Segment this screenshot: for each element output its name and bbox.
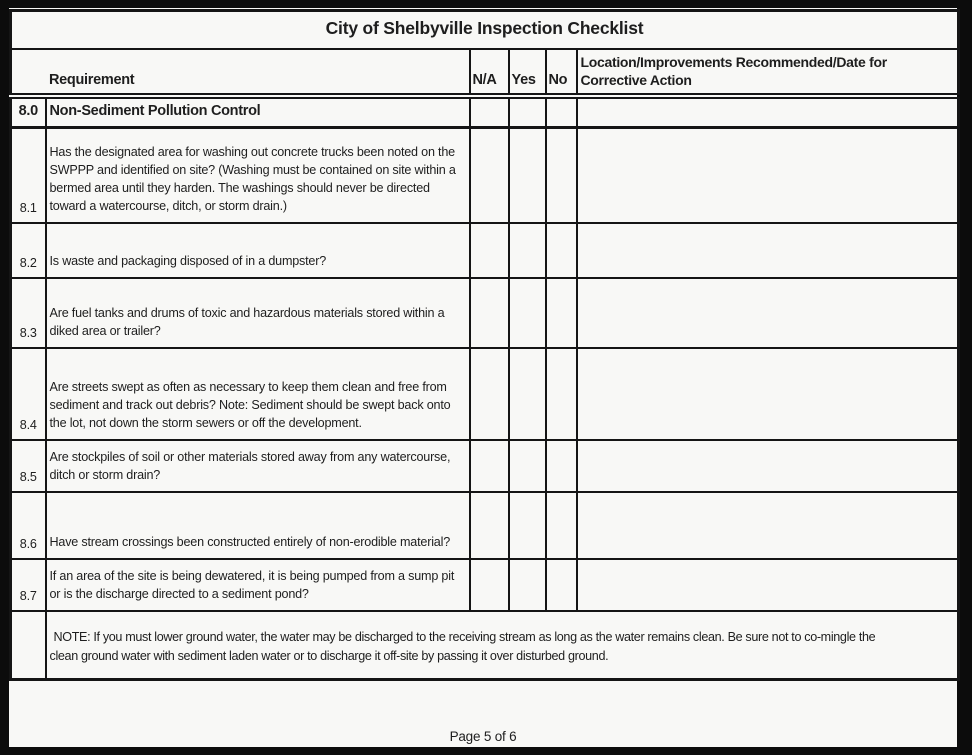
document-title: City of Shelbyville Inspection Checklist bbox=[11, 11, 959, 49]
no-checkbox-cell bbox=[546, 492, 577, 559]
row-number: 8.3 bbox=[11, 278, 46, 348]
no-checkbox-cell bbox=[546, 278, 577, 348]
row-requirement: Are stockpiles of soil or other materials stored away from any watercourse, ditch or storm drain? bbox=[46, 440, 470, 492]
row-number: 8.1 bbox=[11, 128, 46, 223]
note-number-cell bbox=[11, 611, 46, 680]
section-header-row bbox=[11, 96, 959, 128]
col-header-na: N/A bbox=[470, 49, 509, 96]
checklist-row bbox=[11, 559, 959, 611]
location-cell bbox=[577, 440, 959, 492]
no-checkbox-cell bbox=[546, 128, 577, 223]
checklist-row bbox=[11, 440, 959, 492]
yes-checkbox-cell bbox=[509, 96, 546, 128]
na-checkbox-cell bbox=[470, 278, 509, 348]
note-text-line1: NOTE: If you must lower ground water, the water may be discharged to the receiving stream as long as the water remains clean. Be sure not to co-mingle the bbox=[53, 629, 876, 644]
location-cell bbox=[577, 96, 959, 128]
no-checkbox-cell bbox=[546, 348, 577, 440]
checklist-row bbox=[11, 128, 959, 223]
checklist-row bbox=[11, 278, 959, 348]
yes-checkbox-cell bbox=[509, 440, 546, 492]
section-title: Non-Sediment Pollution Control bbox=[46, 96, 470, 128]
yes-checkbox-cell bbox=[509, 492, 546, 559]
page-number: Page 5 of 6 bbox=[449, 729, 517, 744]
na-checkbox-cell bbox=[470, 128, 509, 223]
na-checkbox-cell bbox=[470, 559, 509, 611]
na-checkbox-cell bbox=[470, 223, 509, 278]
yes-checkbox-cell bbox=[509, 348, 546, 440]
col-header-yes: Yes bbox=[509, 49, 546, 96]
scanned-page bbox=[9, 8, 957, 747]
note-cell bbox=[46, 611, 959, 680]
no-checkbox-cell bbox=[546, 440, 577, 492]
row-requirement: Are fuel tanks and drums of toxic and hazardous materials stored within a diked area or trailer? bbox=[46, 278, 470, 348]
no-checkbox-cell bbox=[546, 223, 577, 278]
na-checkbox-cell bbox=[470, 492, 509, 559]
inspection-checklist-table bbox=[9, 9, 960, 681]
checklist-row bbox=[11, 492, 959, 559]
section-number: 8.0 bbox=[11, 96, 46, 128]
no-checkbox-cell bbox=[546, 96, 577, 128]
row-number: 8.2 bbox=[11, 223, 46, 278]
row-requirement: Have stream crossings been constructed entirely of non-erodible material? bbox=[46, 492, 470, 559]
row-number: 8.4 bbox=[11, 348, 46, 440]
location-cell bbox=[577, 278, 959, 348]
column-header-row bbox=[11, 49, 959, 96]
row-number: 8.6 bbox=[11, 492, 46, 559]
location-cell bbox=[577, 128, 959, 223]
title-row bbox=[11, 11, 959, 49]
row-number: 8.5 bbox=[11, 440, 46, 492]
col-header-requirement: Requirement bbox=[11, 49, 470, 96]
col-header-location: Location/Improvements Recommended/Date for Corrective Action bbox=[577, 49, 959, 96]
col-header-no: No bbox=[546, 49, 577, 96]
na-checkbox-cell bbox=[470, 96, 509, 128]
location-cell bbox=[577, 559, 959, 611]
yes-checkbox-cell bbox=[509, 128, 546, 223]
row-requirement: If an area of the site is being dewatered, it is being pumped from a sump pit or is the discharge directed to a sediment pond? bbox=[46, 559, 470, 611]
checklist-row bbox=[11, 223, 959, 278]
row-requirement: Has the designated area for washing out concrete trucks been noted on the SWPPP and identified on site? (Washing must be contained on site within a bermed area until they harden. The washings should never be directed toward a watercourse, ditch, or storm drain.) bbox=[46, 128, 470, 223]
checklist-row bbox=[11, 348, 959, 440]
location-cell bbox=[577, 223, 959, 278]
no-checkbox-cell bbox=[546, 559, 577, 611]
note-row bbox=[11, 611, 959, 680]
na-checkbox-cell bbox=[470, 348, 509, 440]
yes-checkbox-cell bbox=[509, 559, 546, 611]
location-cell bbox=[577, 348, 959, 440]
location-cell bbox=[577, 492, 959, 559]
na-checkbox-cell bbox=[470, 440, 509, 492]
row-number: 8.7 bbox=[11, 559, 46, 611]
row-requirement: Is waste and packaging disposed of in a dumpster? bbox=[46, 223, 470, 278]
yes-checkbox-cell bbox=[509, 278, 546, 348]
note-text-line2: clean ground water with sediment laden water or to discharge it off-site by passing it over disturbed ground. bbox=[49, 648, 609, 663]
row-requirement: Are streets swept as often as necessary to keep them clean and free from sediment and track out debris? Note: Sediment should be swept back onto the lot, not down the storm sewers or off the development. bbox=[46, 348, 470, 440]
yes-checkbox-cell bbox=[509, 223, 546, 278]
